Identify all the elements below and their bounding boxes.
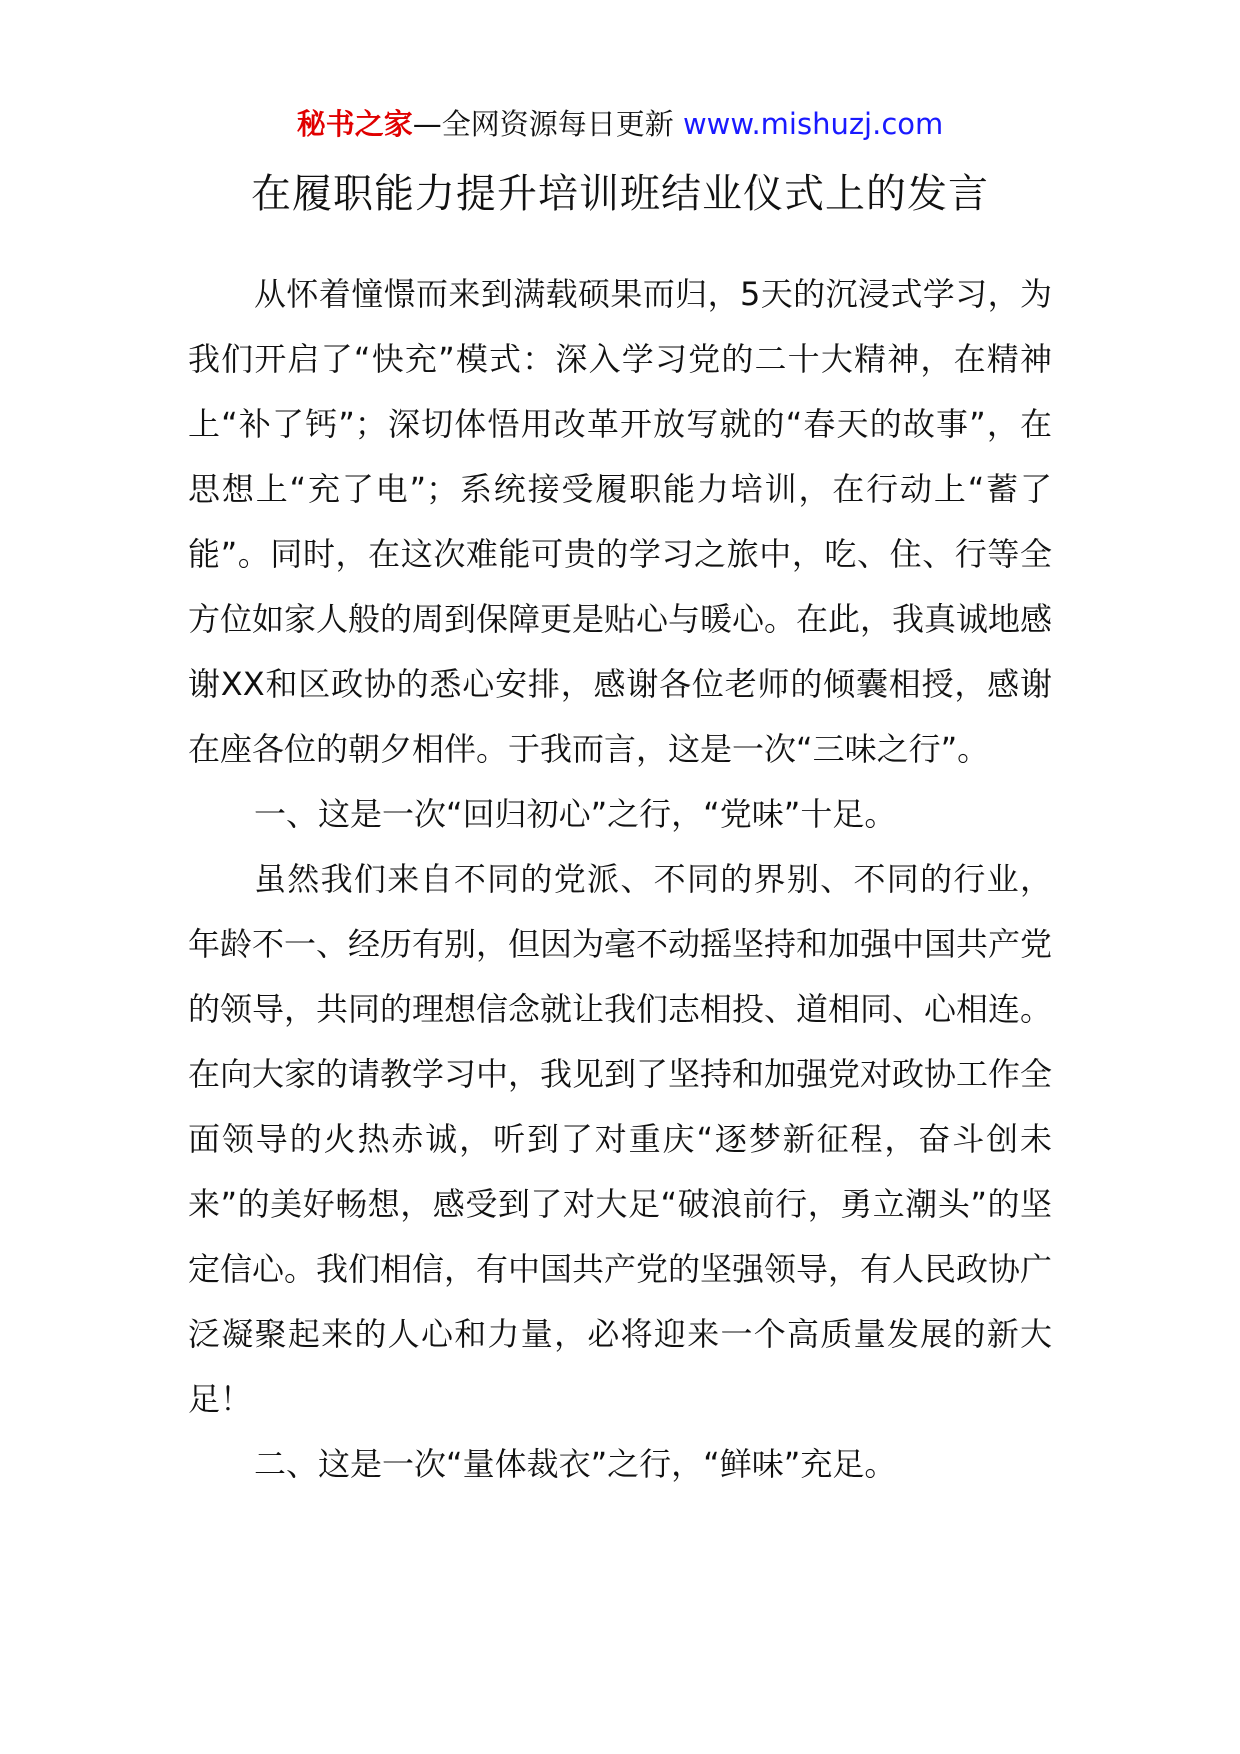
site-header (0, 104, 1240, 144)
body-paragraph: 从怀着憧憬而来到满载硕果而归，5天的沉浸式学习，为我们开启了“快充”模式：深入学习党的二十大精神，在精神上“补了钙”；深切体悟用改革开放写就的“春天的故事”，在思想上“充了电”；系统接受履职能力培训，在行动上“蓄了能”。同时，在这次难能可贵的学习之旅中，吃、住、行等全方位如家人般的周到保障更是贴心与暖心。在此，我真诚地感谢XX和区政协的悉心安排，感谢各位老师的倾囊相授，感谢在座各位的朝夕相伴。于我而言，这是一次“三味之行”。 (188, 275, 1053, 768)
document-title: 在履职能力提升培训班结业仪式上的发言 (251, 171, 989, 217)
body-paragraph: 虽然我们来自不同的党派、不同的界别、不同的行业，年龄不一、经历有别，但因为毫不动摇坚持和加强中国共产党的领导，共同的理想信念就让我们志相投、道相同、心相连。在向大家的请教学习中，我见到了坚持和加强党对政协工作全面领导的火热赤诚，听到了对重庆“逐梦新征程，奋斗创未来”的美好畅想，感受到了对大足“破浪前行，勇立潮头”的坚定信心。我们相信，有中国共产党的坚强领导，有人民政协广泛凝聚起来的人心和力量，必将迎来一个高质量发展的新大足！ (188, 860, 1053, 1418)
site-url-link[interactable]: www.mishuzj.com (682, 107, 944, 141)
brand-name: 秘书之家 (296, 107, 413, 141)
section-heading-1: 一、这是一次“回归初心”之行，“党味”十足。 (254, 795, 897, 833)
section-heading-2: 二、这是一次“量体裁衣”之行，“鲜味”充足。 (254, 1445, 897, 1483)
document-body (188, 262, 1052, 1497)
header-tagline: —全网资源每日更新 (412, 107, 674, 141)
